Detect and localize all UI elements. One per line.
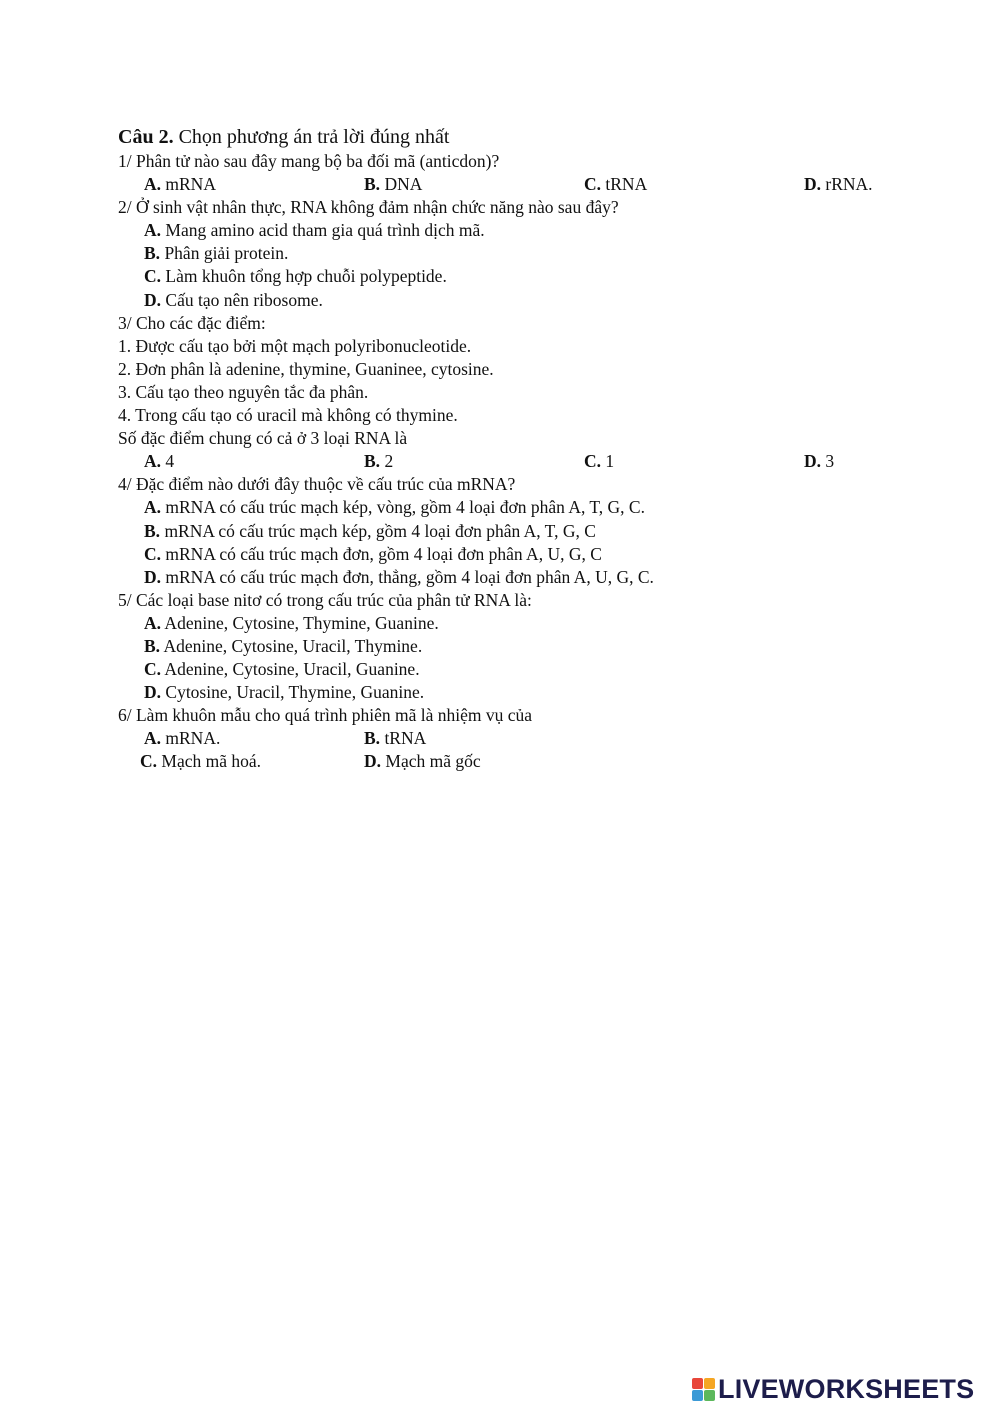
q5-option-a[interactable] bbox=[118, 612, 938, 635]
option-letter: B. bbox=[364, 451, 381, 472]
q2-option-b[interactable] bbox=[118, 242, 938, 265]
question-3-stem: 3/ Cho các đặc điểm: bbox=[118, 312, 266, 333]
logo-tile bbox=[692, 1390, 703, 1401]
question-3-options bbox=[118, 450, 938, 473]
q1-option-b[interactable] bbox=[364, 173, 422, 196]
logo-tile bbox=[704, 1378, 715, 1389]
option-letter: C. bbox=[584, 451, 602, 472]
question-1-options bbox=[118, 173, 938, 196]
option-letter: D. bbox=[804, 174, 822, 195]
q3-statement-4: 4. Trong cấu tạo có uracil mà không có thymine. bbox=[118, 405, 458, 426]
option-letter: B. bbox=[144, 635, 161, 656]
option-text: mRNA có cấu trúc mạch đơn, thẳng, gồm 4 loại đơn phân A, U, G, C. bbox=[161, 566, 654, 587]
option-text: 2 bbox=[380, 451, 394, 472]
option-letter: D. bbox=[144, 289, 162, 310]
q1-option-c[interactable] bbox=[584, 173, 647, 196]
option-letter: C. bbox=[144, 266, 162, 287]
liveworksheets-logo[interactable] bbox=[692, 1372, 974, 1406]
option-text: Làm khuôn tổng hợp chuỗi polypeptide. bbox=[161, 266, 447, 287]
option-text: Cytosine, Uracil, Thymine, Guanine. bbox=[161, 682, 425, 703]
option-text: Adenine, Cytosine, Uracil, Guanine. bbox=[161, 659, 420, 680]
option-text: DNA bbox=[380, 174, 423, 195]
q6-option-c[interactable] bbox=[140, 750, 261, 773]
option-letter: D. bbox=[144, 682, 162, 703]
option-text: Cấu tạo nên ribosome. bbox=[161, 289, 323, 310]
q4-option-d[interactable] bbox=[118, 566, 938, 589]
q2-option-c[interactable] bbox=[118, 265, 938, 288]
option-text: 1 bbox=[601, 451, 615, 472]
q5-option-c[interactable] bbox=[118, 658, 938, 681]
option-letter: D. bbox=[144, 566, 162, 587]
section-heading bbox=[118, 124, 938, 150]
q2-option-a[interactable] bbox=[118, 219, 938, 242]
option-text: mRNA. bbox=[161, 728, 221, 749]
q4-option-c[interactable] bbox=[118, 543, 938, 566]
option-letter: A. bbox=[144, 451, 162, 472]
q5-option-b[interactable] bbox=[118, 635, 938, 658]
option-letter: A. bbox=[144, 174, 162, 195]
option-letter: B. bbox=[364, 728, 381, 749]
q4-option-a[interactable] bbox=[118, 496, 938, 519]
option-letter: A. bbox=[144, 497, 162, 518]
q3-option-b[interactable] bbox=[364, 450, 393, 473]
option-text: mRNA có cấu trúc mạch đơn, gồm 4 loại đơn phân A, U, G, C bbox=[161, 543, 602, 564]
option-text: Mang amino acid tham gia quá trình dịch mã. bbox=[161, 220, 485, 241]
q3-option-d[interactable] bbox=[804, 450, 834, 473]
option-text: Mạch mã gốc bbox=[381, 751, 481, 772]
question-4-stem: 4/ Đặc điểm nào dưới đây thuộc về cấu trúc của mRNA? bbox=[118, 474, 516, 495]
option-letter: A. bbox=[144, 220, 162, 241]
q5-option-d[interactable] bbox=[118, 681, 938, 704]
option-letter: B. bbox=[364, 174, 381, 195]
worksheet-page bbox=[118, 124, 938, 774]
option-text: Adenine, Cytosine, Thymine, Guanine. bbox=[161, 612, 439, 633]
option-letter: C. bbox=[140, 751, 158, 772]
q3-statement-1: 1. Được cấu tạo bởi một mạch polyribonucleotide. bbox=[118, 335, 472, 356]
option-letter: B. bbox=[144, 520, 161, 541]
q3-prompt: Số đặc điểm chung có cả ở 3 loại RNA là bbox=[118, 428, 408, 449]
question-6-options-row-2 bbox=[118, 750, 938, 773]
q6-option-b[interactable] bbox=[364, 727, 426, 750]
option-letter: D. bbox=[364, 751, 382, 772]
option-text: mRNA bbox=[161, 174, 216, 195]
option-text: mRNA có cấu trúc mạch kép, vòng, gồm 4 loại đơn phân A, T, G, C. bbox=[161, 497, 645, 518]
option-text: rRNA. bbox=[821, 174, 873, 195]
section-instruction: Chọn phương án trả lời đúng nhất bbox=[173, 126, 450, 148]
option-letter: D. bbox=[804, 451, 822, 472]
option-text: mRNA có cấu trúc mạch kép, gồm 4 loại đơn phân A, T, G, C bbox=[160, 520, 596, 541]
option-text: 4 bbox=[161, 451, 175, 472]
q3-option-a[interactable] bbox=[144, 450, 174, 473]
question-5-stem: 5/ Các loại base nitơ có trong cấu trúc của phân tử RNA là: bbox=[118, 589, 532, 610]
q1-option-a[interactable] bbox=[144, 173, 216, 196]
option-text: Mạch mã hoá. bbox=[157, 751, 262, 772]
option-text: tRNA bbox=[380, 728, 427, 749]
q2-option-d[interactable] bbox=[118, 289, 938, 312]
option-text: tRNA bbox=[601, 174, 648, 195]
option-letter: C. bbox=[144, 659, 162, 680]
logo-tile bbox=[704, 1390, 715, 1401]
logo-text: LIVEWORKSHEETS bbox=[718, 1373, 975, 1404]
option-letter: C. bbox=[584, 174, 602, 195]
question-6-options-row-1 bbox=[118, 727, 938, 750]
option-text: Adenine, Cytosine, Uracil, Thymine. bbox=[160, 635, 423, 656]
q3-statement-2: 2. Đơn phân là adenine, thymine, Guaninee, cytosine. bbox=[118, 358, 494, 379]
question-6-stem: 6/ Làm khuôn mẫu cho quá trình phiên mã là nhiệm vụ của bbox=[118, 705, 533, 726]
option-letter: B. bbox=[144, 243, 161, 264]
q3-statement-3: 3. Cấu tạo theo nguyên tắc đa phân. bbox=[118, 381, 369, 402]
option-letter: A. bbox=[144, 728, 162, 749]
q3-option-c[interactable] bbox=[584, 450, 614, 473]
q4-option-b[interactable] bbox=[118, 520, 938, 543]
q6-option-d[interactable] bbox=[364, 750, 481, 773]
q1-option-d[interactable] bbox=[804, 173, 873, 196]
logo-tile bbox=[692, 1378, 703, 1389]
option-text: 3 bbox=[821, 451, 835, 472]
section-number: Câu 2. bbox=[118, 126, 174, 148]
option-letter: C. bbox=[144, 543, 162, 564]
q6-option-a[interactable] bbox=[144, 727, 220, 750]
question-2-stem: 2/ Ở sinh vật nhân thực, RNA không đảm nhận chức năng nào sau đây? bbox=[118, 197, 619, 218]
option-letter: A. bbox=[144, 612, 162, 633]
question-1-stem: 1/ Phân tử nào sau đây mang bộ ba đối mã (anticdon)? bbox=[118, 151, 500, 171]
liveworksheets-logo-icon bbox=[692, 1378, 715, 1401]
option-text: Phân giải protein. bbox=[160, 243, 289, 264]
